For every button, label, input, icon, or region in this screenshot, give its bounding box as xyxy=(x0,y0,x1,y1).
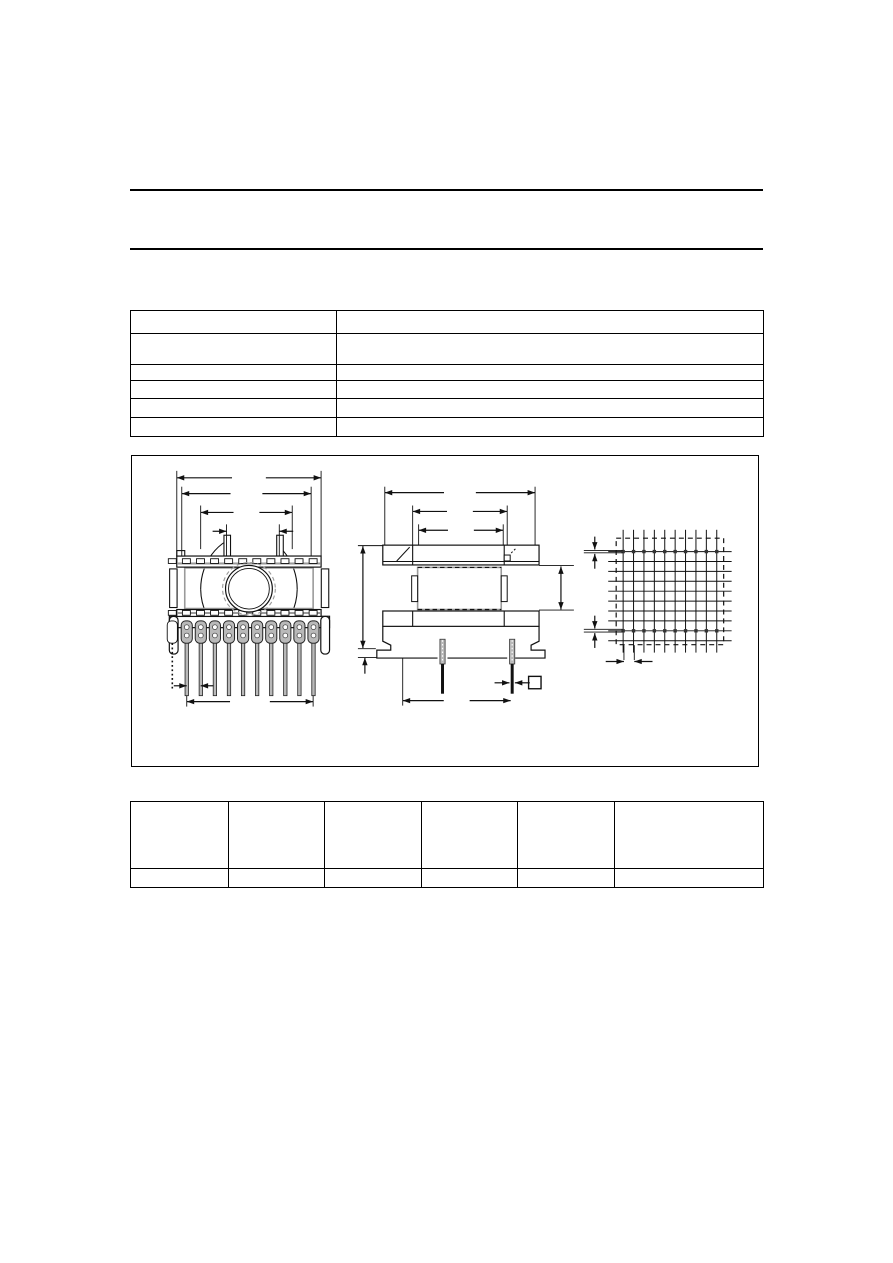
dim-cell xyxy=(422,802,518,869)
pin-side xyxy=(510,639,515,693)
spec-cell-value xyxy=(337,311,764,334)
spec-cell-label xyxy=(131,311,337,334)
dimension-table xyxy=(130,801,764,888)
front-view xyxy=(167,531,329,695)
spec-table xyxy=(130,310,764,437)
dim-cell xyxy=(615,869,764,888)
square-pin-symbol xyxy=(529,676,541,688)
pin-side xyxy=(440,639,445,693)
dim-cell xyxy=(131,869,229,888)
side-pins xyxy=(440,639,515,693)
spec-cell-value xyxy=(337,381,764,399)
spec-cell-value xyxy=(337,334,764,365)
header-rule-bottom xyxy=(130,248,763,250)
spec-cell-label xyxy=(131,418,337,437)
dim-cell xyxy=(518,802,615,869)
pin xyxy=(237,621,248,696)
dim-cell xyxy=(422,869,518,888)
spec-cell-value xyxy=(337,418,764,437)
header-rule-top xyxy=(130,189,763,191)
spec-row xyxy=(131,418,764,437)
spec-row xyxy=(131,311,764,334)
dim-cell xyxy=(518,869,615,888)
dim-table-headers-row xyxy=(131,802,764,869)
pin xyxy=(294,621,305,696)
side-view xyxy=(377,545,545,694)
spec-cell-label xyxy=(131,399,337,418)
dim-cell xyxy=(229,802,325,869)
side-body xyxy=(377,545,545,658)
dim-cell xyxy=(325,802,422,869)
pin xyxy=(308,621,319,696)
pin xyxy=(280,621,291,696)
pin xyxy=(266,621,277,696)
pin xyxy=(252,621,263,696)
dim-table-values-row xyxy=(131,869,764,888)
dim-cell xyxy=(131,802,229,869)
spec-cell-label xyxy=(131,381,337,399)
grid-lines xyxy=(608,530,731,653)
spec-row xyxy=(131,399,764,418)
spec-cell-value xyxy=(337,365,764,381)
spec-row xyxy=(131,365,764,381)
dim-cell xyxy=(615,802,764,869)
pin xyxy=(223,621,234,696)
front-pins xyxy=(167,621,319,696)
center-tube-circles xyxy=(223,562,276,614)
technical-drawing xyxy=(132,456,758,766)
pin xyxy=(209,621,220,696)
spec-row xyxy=(131,381,764,399)
spec-cell-label xyxy=(131,334,337,365)
dim-cell xyxy=(229,869,325,888)
figure-box xyxy=(131,455,759,767)
pin-grid xyxy=(608,530,731,653)
spec-row xyxy=(131,334,764,365)
dim-cell xyxy=(325,869,422,888)
spec-cell-value xyxy=(337,399,764,418)
spec-cell-label xyxy=(131,365,337,381)
